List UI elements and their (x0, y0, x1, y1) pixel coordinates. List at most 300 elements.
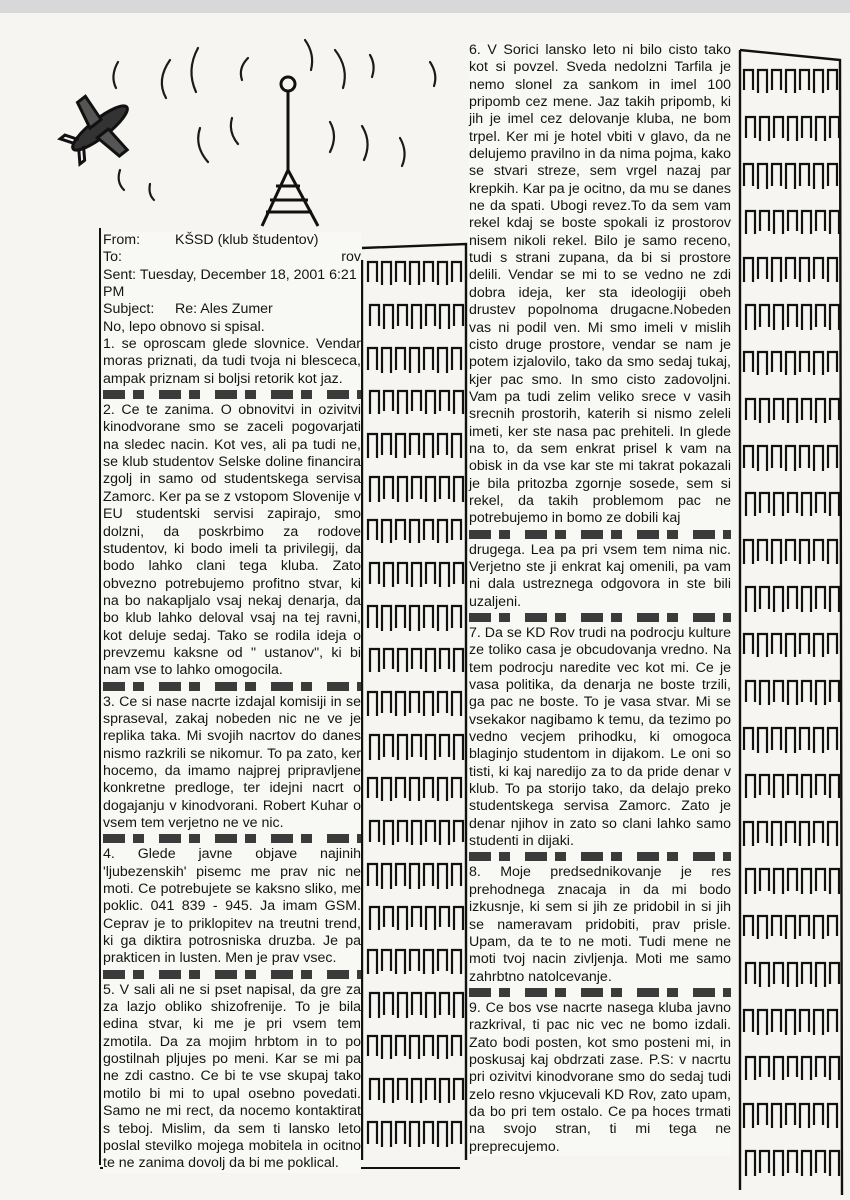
window-stroke (758, 1104, 767, 1125)
window-stroke (440, 907, 449, 927)
torn-edge (103, 682, 361, 691)
window-stroke (746, 399, 755, 420)
window-stroke (786, 822, 795, 843)
window-stroke (398, 1079, 407, 1100)
window-stroke (424, 262, 433, 282)
window-stroke (382, 606, 391, 631)
subject-label: Subject: (103, 301, 155, 318)
window-stroke (398, 821, 407, 842)
window-stroke (816, 963, 825, 987)
window-stroke (410, 864, 419, 889)
window-stroke (426, 477, 435, 502)
window-stroke (454, 563, 463, 584)
window-stroke (384, 993, 393, 1015)
torn-edge (469, 613, 731, 622)
window-stroke (440, 1079, 449, 1103)
window-stroke (398, 563, 407, 584)
from-label: From: (103, 232, 141, 248)
window-stroke (744, 1104, 753, 1128)
window-stroke (816, 1151, 825, 1173)
window-stroke (424, 1122, 433, 1144)
window-stroke (788, 963, 797, 987)
window-stroke (758, 70, 767, 93)
window-stroke (830, 681, 839, 702)
window-stroke (772, 822, 781, 846)
window-stroke (410, 778, 419, 801)
window-stroke (384, 907, 393, 927)
window-stroke (816, 305, 825, 327)
window-stroke (774, 305, 783, 330)
window-stroke (368, 262, 377, 282)
torn-edge (469, 988, 731, 997)
window-stroke (816, 587, 825, 609)
window-stroke (424, 348, 433, 370)
window-stroke (440, 477, 449, 499)
paragraph-7: 7. Da se KD Rov trudi na podrocju kulture ze toliko casa je obcudovanja vredno. Na tem podrocju naredite vec kot mi. Ce je vasa politika, da denarja ne boste trzili, ga pac ne boste. To je vasa stvar. Mi se vsekakor nagibamo k temu, da tezimo po vedno vecjem prihodku, ki omogoca blaginjo studentom in dijakom. Le oni so tisti, ki kaj naredijo za to da pride denar v klub. To pa storijo tako, da delajo preko studentskega servisa Zamorc. Zato je denar njihov in zato so clani lahko samo studenti in dijaki. (469, 625, 731, 850)
torn-edge (103, 970, 361, 979)
window-stroke (758, 822, 767, 843)
window-stroke (774, 775, 783, 798)
window-stroke (398, 907, 407, 930)
window-stroke (828, 634, 837, 654)
window-stroke (772, 916, 781, 936)
window-stroke (774, 681, 783, 702)
window-stroke (760, 211, 769, 231)
window-stroke (424, 434, 433, 458)
sent-value: Tuesday, December 18, 2001 6:21 PM (103, 266, 357, 301)
window-stroke (384, 649, 393, 669)
window-stroke (786, 1104, 795, 1125)
window-stroke (440, 993, 449, 1015)
window-stroke (412, 735, 421, 757)
window-stroke (788, 493, 797, 513)
window-stroke (424, 950, 433, 974)
window-stroke (744, 540, 753, 564)
window-stroke (788, 399, 797, 423)
right-building-windows (744, 70, 839, 1176)
window-stroke (800, 1010, 809, 1032)
window-stroke (410, 606, 419, 631)
email-column-left (103, 232, 361, 1173)
window-stroke (454, 821, 463, 842)
window-stroke (758, 634, 767, 657)
window-stroke (370, 391, 379, 414)
window-stroke (800, 1104, 809, 1128)
window-stroke (830, 587, 839, 612)
window-stroke (368, 778, 377, 798)
window-stroke (802, 775, 811, 798)
window-stroke (814, 916, 823, 939)
window-stroke (746, 305, 755, 330)
scan-top-edge (0, 0, 850, 13)
window-stroke (426, 993, 435, 1018)
window-stroke (786, 446, 795, 471)
email-column-right (469, 42, 731, 1156)
window-stroke (438, 1036, 447, 1059)
window-stroke (452, 606, 461, 628)
sent-label: Sent: (103, 266, 137, 283)
window-stroke (760, 1151, 769, 1173)
window-stroke (774, 963, 783, 984)
window-stroke (802, 963, 811, 984)
window-stroke (744, 352, 753, 372)
window-stroke (760, 681, 769, 705)
window-stroke (412, 391, 421, 411)
window-stroke (438, 262, 447, 285)
window-stroke (788, 587, 797, 609)
window-stroke (384, 563, 393, 587)
window-stroke (382, 864, 391, 889)
window-stroke (786, 728, 795, 753)
paragraph-5: 5. V sali ali ne si pset napisal, da gre za za lazjo obliko shizofrenije. To je bila edina stvar, ki me je pri vsem tem zmotila. Da za mojim hrbtom in to po gostilnah pljujes po meni. Kar se mi pa ne zdi castno. Ce bi te vse skupaj tako motilo bi mi to upal osebno povedati. Samo ne mi rect, da nocemo kontaktirat s teboj. Mislim, da sem ti lansko leto poslal stevilko mojega mobitela in ocitno te ne zanima dovolj da bi me poklical. (103, 981, 361, 1172)
window-stroke (830, 1151, 839, 1176)
window-stroke (746, 493, 755, 516)
window-stroke (454, 305, 463, 326)
window-stroke (368, 864, 377, 886)
window-stroke (830, 493, 839, 516)
window-stroke (830, 211, 839, 234)
window-stroke (816, 869, 825, 891)
window-stroke (800, 916, 809, 936)
window-stroke (368, 606, 377, 628)
window-stroke (382, 262, 391, 285)
window-stroke (426, 735, 435, 760)
window-stroke (814, 70, 823, 93)
window-stroke (774, 211, 783, 234)
window-stroke (746, 1057, 755, 1080)
window-stroke (368, 1122, 377, 1144)
airplane-icon (49, 80, 148, 178)
window-stroke (830, 399, 839, 420)
paragraph-6: 6. V Sorici lansko leto ni bilo cisto tako kot si povzel. Sveda nedolzni Tarfila je nemo slonel za sankom in imel 100 pripomb cez mene. Jaz takih pripomb, ki jih je imel cez delovanje kluba, ne bom trpel. Ker mi je hotel vbiti v glavo, da ne delujemo pravilno in da nima pojma, kako se stvari streze, sem vrgel nazaj par krepkih. Kar pa je ocitno, da mu se danes ne da spati. Ubogi revez.To da sem vam rekel kdaj se boste spokali iz prostorov nisem nikoli rekel. Bilo je samo receno, tudi s strani zupana, da bi si prostore delili. Vendar se mi to se vedno ne zdi dobra ideja, ker sta ideologiji obeh drustev popolnoma drugacne.Nobeden vas ni podil ven. Mi smo imeli v mislih cisto druge prostore, vendar se nam je potem izjalovilo, tako da smo sedaj tukaj, kjer pac smo. In smo cisto zadovoljni. Vam pa tudi zelim veliko srece v vasih srecnih prostorih, katerih si nismo zeleli imeti, ker ste nasa pac prehiteli. In glede na to, da sem enkrat prisel k vam na obisk in da vse kar ste mi takrat pokazali je bila pritozba zgornje sosede, sem si rekel, da takih problemom pac ne potrebujemo in bomo ze dobili kaj (469, 42, 731, 527)
window-stroke (800, 822, 809, 846)
window-stroke (396, 520, 405, 540)
window-stroke (800, 70, 809, 90)
window-stroke (772, 1010, 781, 1032)
window-stroke (828, 540, 837, 564)
window-stroke (368, 348, 377, 370)
window-stroke (370, 305, 379, 326)
window-stroke (830, 305, 839, 330)
window-stroke (396, 434, 405, 458)
window-stroke (412, 1079, 421, 1103)
window-stroke (384, 821, 393, 845)
window-stroke (424, 520, 433, 540)
window-stroke (440, 821, 449, 845)
window-stroke (368, 692, 377, 716)
window-stroke (384, 477, 393, 499)
window-stroke (440, 735, 449, 757)
window-stroke (744, 258, 753, 282)
window-stroke (370, 821, 379, 842)
window-stroke (758, 352, 767, 375)
window-stroke (396, 778, 405, 798)
window-stroke (370, 563, 379, 584)
window-stroke (384, 305, 393, 329)
window-stroke (786, 164, 795, 189)
window-stroke (746, 587, 755, 612)
window-stroke (370, 993, 379, 1018)
window-stroke (788, 1151, 797, 1173)
window-stroke (396, 1122, 405, 1144)
window-stroke (816, 211, 825, 231)
window-stroke (788, 1057, 797, 1077)
email-subject-line (103, 301, 361, 318)
window-stroke (370, 1079, 379, 1100)
email-to-line (103, 249, 361, 266)
window-stroke (426, 649, 435, 672)
window-stroke (774, 1057, 783, 1080)
window-stroke (452, 778, 461, 798)
window-stroke (454, 391, 463, 414)
to-label: To: (103, 249, 122, 266)
window-stroke (382, 1036, 391, 1059)
window-stroke (830, 117, 839, 138)
window-stroke (744, 446, 753, 468)
window-stroke (744, 164, 753, 186)
torn-edge (469, 852, 731, 861)
window-stroke (410, 520, 419, 543)
window-stroke (828, 1010, 837, 1032)
window-stroke (760, 1057, 769, 1077)
window-stroke (816, 1057, 825, 1077)
window-stroke (398, 735, 407, 760)
window-stroke (396, 606, 405, 628)
window-stroke (802, 211, 811, 234)
window-stroke (438, 606, 447, 631)
window-stroke (438, 348, 447, 373)
window-stroke (410, 434, 419, 455)
window-stroke (396, 692, 405, 716)
window-stroke (772, 258, 781, 282)
window-stroke (802, 1151, 811, 1176)
window-stroke (426, 563, 435, 584)
window-stroke (398, 649, 407, 672)
window-stroke (802, 117, 811, 138)
window-stroke (368, 950, 377, 974)
window-stroke (774, 399, 783, 420)
window-stroke (396, 864, 405, 886)
window-stroke (828, 352, 837, 372)
window-stroke (746, 681, 755, 702)
window-stroke (452, 1122, 461, 1144)
to-value: rov (341, 249, 361, 266)
window-stroke (760, 963, 769, 987)
window-stroke (424, 864, 433, 886)
window-stroke (788, 117, 797, 141)
window-stroke (774, 587, 783, 612)
window-stroke (760, 305, 769, 327)
window-stroke (384, 1079, 393, 1103)
window-stroke (758, 164, 767, 189)
window-stroke (788, 211, 797, 231)
window-stroke (454, 1079, 463, 1100)
window-stroke (828, 446, 837, 468)
window-stroke (412, 649, 421, 669)
window-stroke (774, 493, 783, 516)
window-stroke (760, 493, 769, 513)
window-stroke (828, 1104, 837, 1128)
window-stroke (426, 821, 435, 842)
window-stroke (396, 348, 405, 370)
window-stroke (746, 963, 755, 984)
window-stroke (758, 446, 767, 471)
window-stroke (452, 434, 461, 458)
paragraph-6-cont: drugega. Lea pa pri vsem tem nima nic. Verjetno ste ji enkrat kaj omenili, pa vam ni dala ustreznega odgovora in ste bili uzaljeni. (469, 541, 731, 610)
window-stroke (412, 907, 421, 927)
window-stroke (760, 399, 769, 423)
window-stroke (814, 446, 823, 471)
window-stroke (452, 1036, 461, 1056)
window-stroke (760, 587, 769, 609)
window-stroke (774, 117, 783, 138)
window-stroke (424, 692, 433, 716)
window-stroke (452, 692, 461, 716)
window-stroke (786, 258, 795, 279)
window-stroke (760, 869, 769, 891)
window-stroke (410, 1122, 419, 1147)
paragraph-8: 8. Moje predsednikovanje je res prehodnega znacaja in da mi bodo izkusnje, ki sem si jih ze pridobil in si jih se nameravam pridobiti, prav prisle. Upam, da te to ne moti. Tudi mene ne moti tvoj nacin zivljenja. Moti me samo zahrbtno natolcevanje. (469, 864, 731, 985)
window-stroke (452, 262, 461, 282)
window-stroke (800, 634, 809, 654)
window-stroke (452, 950, 461, 974)
window-stroke (440, 563, 449, 587)
window-stroke (454, 907, 463, 930)
window-stroke (802, 1057, 811, 1080)
window-stroke (772, 352, 781, 372)
window-stroke (816, 117, 825, 141)
window-stroke (382, 348, 391, 373)
window-stroke (772, 164, 781, 186)
window-stroke (384, 735, 393, 757)
window-stroke (816, 681, 825, 705)
window-stroke (828, 164, 837, 186)
window-stroke (412, 821, 421, 845)
window-stroke (440, 305, 449, 329)
window-stroke (384, 391, 393, 411)
window-stroke (744, 1010, 753, 1032)
window-stroke (412, 993, 421, 1015)
window-stroke (802, 681, 811, 702)
window-stroke (744, 634, 753, 654)
window-stroke (454, 477, 463, 502)
window-stroke (398, 305, 407, 326)
window-stroke (410, 1036, 419, 1059)
paragraph-9: 9. Ce bos vse nacrte nasega kluba javno razkrival, ti pac nic vec ne bomo izdali. Zato bodi posten, kot smo posteni mi, in poskusaj kaj obdrzati zase. P.S: v nacrtu pri ozivitvi kinodvorane smo do sedaj tudi zelo resno vkjucevali KD Rov, zato upam, da bo pri tem ostalo. Ce pa hoces trmati na svojo stran, ti mi tega ne preprecujemo. (469, 999, 731, 1155)
window-stroke (814, 540, 823, 561)
window-stroke (410, 262, 419, 285)
window-stroke (426, 391, 435, 414)
torn-edge (469, 530, 731, 539)
window-stroke (746, 869, 755, 894)
window-stroke (828, 70, 837, 90)
window-stroke (772, 634, 781, 654)
window-stroke (370, 735, 379, 760)
window-stroke (786, 70, 795, 93)
window-stroke (454, 735, 463, 760)
window-stroke (368, 434, 377, 458)
window-stroke (814, 822, 823, 843)
window-stroke (438, 950, 447, 971)
paragraph-1: 1. se oproscam glede slovnice. Vendar moras priznati, da tudi tvoja ni blesceca, ampak priznam si boljsi retorik kot jaz. (103, 336, 361, 387)
window-stroke (814, 164, 823, 189)
window-stroke (412, 477, 421, 499)
window-stroke (802, 869, 811, 894)
window-stroke (744, 822, 753, 846)
window-stroke (382, 434, 391, 455)
window-stroke (830, 869, 839, 894)
window-stroke (814, 1104, 823, 1125)
window-stroke (438, 434, 447, 455)
window-stroke (800, 164, 809, 186)
window-stroke (454, 993, 463, 1018)
window-stroke (424, 1036, 433, 1056)
window-stroke (760, 775, 769, 795)
window-stroke (410, 348, 419, 373)
window-stroke (412, 563, 421, 587)
window-stroke (830, 775, 839, 798)
window-stroke (788, 305, 797, 327)
window-stroke (816, 493, 825, 513)
window-stroke (814, 258, 823, 279)
window-stroke (398, 477, 407, 502)
window-stroke (758, 916, 767, 939)
window-stroke (396, 262, 405, 282)
window-stroke (452, 520, 461, 540)
window-stroke (396, 950, 405, 974)
window-stroke (410, 950, 419, 971)
window-stroke (788, 681, 797, 705)
window-stroke (828, 916, 837, 936)
window-stroke (760, 117, 769, 141)
window-stroke (370, 907, 379, 930)
window-stroke (382, 520, 391, 543)
paragraph-3: 3. Ce si nase nacrte izdajal komisiji in se spraseval, zakaj nobeden nic ne ve je replika taka. Mi svojih nacrtov do danes nismo razkrili se nikomur. To pa zato, ker hocemo, da imamo najprej pripravljene konkretne predloge, ter idejni nacrt o dogajanju v kinodvorani. Robert Kuhar o vsem tem verjetno ne ve nic. (103, 693, 361, 831)
torn-edge (103, 390, 361, 399)
window-stroke (802, 305, 811, 330)
window-stroke (830, 1057, 839, 1080)
window-stroke (454, 649, 463, 672)
window-stroke (382, 950, 391, 971)
window-stroke (828, 822, 837, 846)
window-stroke (814, 634, 823, 657)
window-stroke (370, 477, 379, 502)
window-stroke (758, 540, 767, 561)
window-stroke (746, 775, 755, 798)
window-stroke (802, 587, 811, 612)
window-stroke (814, 1010, 823, 1035)
window-stroke (398, 391, 407, 414)
window-stroke (800, 728, 809, 750)
window-stroke (786, 916, 795, 939)
window-stroke (772, 1104, 781, 1128)
window-stroke (746, 1151, 755, 1176)
from-value: KŠSD (klub študentov) (175, 232, 319, 248)
window-stroke (438, 864, 447, 889)
window-stroke (772, 70, 781, 90)
window-stroke (746, 211, 755, 234)
window-stroke (438, 1122, 447, 1147)
window-stroke (816, 399, 825, 423)
window-stroke (786, 1010, 795, 1035)
window-stroke (772, 446, 781, 468)
window-stroke (398, 993, 407, 1018)
window-stroke (800, 540, 809, 564)
window-stroke (382, 692, 391, 713)
window-stroke (744, 916, 753, 936)
window-stroke (786, 352, 795, 375)
window-stroke (746, 117, 755, 138)
